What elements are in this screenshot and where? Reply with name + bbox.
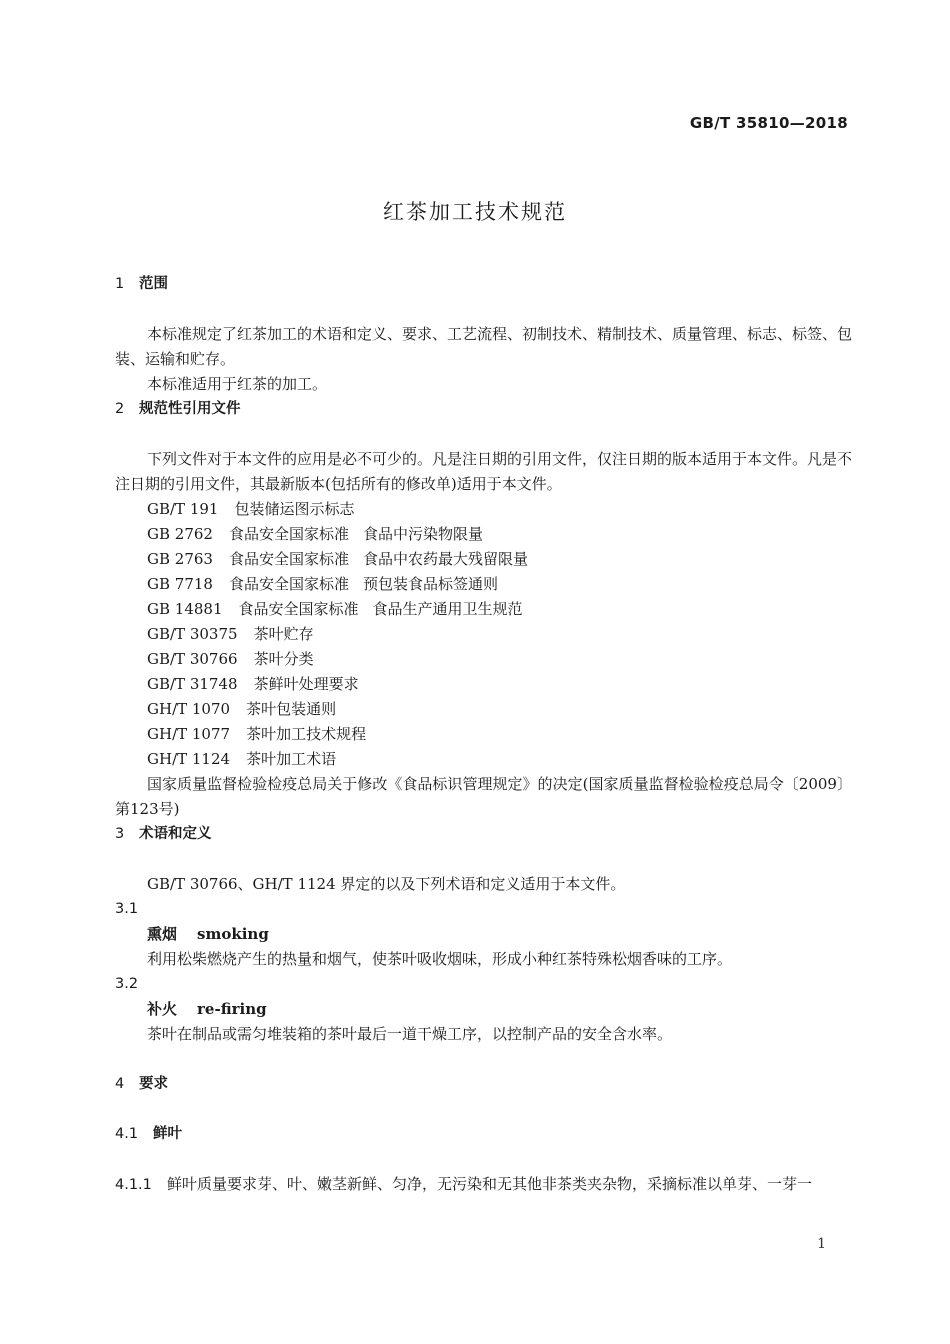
document-title: 红茶加工技术规范: [383, 200, 567, 224]
reference-subtitle: 食品中污染物限量: [362, 525, 483, 543]
reference-item: [115, 647, 852, 672]
reference-item: [115, 597, 852, 622]
clause-text: 鲜叶质量要求芽、叶、嫩茎新鲜、匀净，无污染和无其他非茶类夹杂物，采摘标准以单芽、一芽一: [167, 1175, 813, 1193]
reference-code: GB 14881: [147, 600, 223, 618]
reference-code: GB 7718: [147, 575, 213, 593]
reference-item: [115, 522, 852, 547]
reference-code: GB 2763: [147, 550, 213, 568]
terms-intro: GB/T 30766、GH/T 1124 界定的以及下列术语和定义适用于本文件。: [147, 875, 626, 893]
subsection-4-1-heading: [115, 1122, 852, 1147]
term-definition: 利用松柴燃烧产生的热量和烟气，使茶叶吸收烟味，形成小种红茶特殊松烟香味的工序。: [147, 950, 733, 968]
section-1-heading: [115, 272, 852, 297]
reference-subtitle: 食品生产通用卫生规范: [372, 600, 523, 618]
term-entry: [115, 922, 852, 947]
reference-item: [115, 747, 852, 772]
page-number: 1: [817, 1236, 826, 1252]
reference-item: [115, 722, 852, 747]
reference-title: 茶叶加工术语: [246, 750, 337, 768]
reference-title: 茶鲜叶处理要求: [253, 675, 359, 693]
reference-subtitle: 预包装食品标签通则: [362, 575, 498, 593]
reference-item: [115, 547, 852, 572]
section-number: 2: [115, 401, 125, 417]
reference-title: 食品安全国家标准: [228, 575, 349, 593]
reference-item: [115, 497, 852, 522]
decree-reference: 国家质量监督检验检疫总局关于修改《食品标识管理规定》的决定(国家质量监督检验检疫总局令〔2009〕第123号): [115, 775, 852, 818]
section-title: 范围: [139, 276, 168, 292]
scope-paragraph-2: 本标准适用于红茶的加工。: [147, 375, 328, 393]
reference-code: GB 2762: [147, 525, 213, 543]
reference-title: 食品安全国家标准: [228, 550, 349, 568]
reference-code: GH/T 1077: [147, 725, 231, 743]
term-en: re-firing: [197, 1000, 267, 1018]
term-zh: 补火: [147, 1000, 178, 1018]
term-number: 3.1: [115, 901, 139, 917]
term-definition: 茶叶在制品或需匀堆装箱的茶叶最后一道干燥工序，以控制产品的安全含水率。: [147, 1025, 673, 1043]
reference-subtitle: 食品中农药最大残留限量: [362, 550, 528, 568]
reference-code: GB/T 30375: [147, 625, 238, 643]
reference-title: 包装储运图示标志: [234, 500, 355, 518]
reference-title: 食品安全国家标准: [228, 525, 349, 543]
reference-code: GB/T 191: [147, 500, 219, 518]
term-entry: [115, 997, 852, 1022]
term-zh: 熏烟: [147, 925, 178, 943]
reference-code: GH/T 1070: [147, 700, 231, 718]
section-number: 3: [115, 826, 125, 842]
section-title: 要求: [139, 1076, 168, 1092]
reference-code: GH/T 1124: [147, 750, 231, 768]
section-number: 1: [115, 276, 125, 292]
term-en: smoking: [197, 925, 269, 943]
reference-title: 茶叶分类: [253, 650, 314, 668]
references-intro: 下列文件对于本文件的应用是必不可少的。凡是注日期的引用文件，仅注日期的版本适用于本文件。凡是不注日期的引用文件，其最新版本(包括所有的修改单)适用于本文件。: [115, 450, 853, 493]
subsection-title: 鲜叶: [153, 1126, 182, 1142]
section-4-heading: [115, 1072, 852, 1097]
reference-item: [115, 697, 852, 722]
section-2-heading: [115, 397, 852, 422]
section-title: 术语和定义: [139, 826, 212, 842]
section-title: 规范性引用文件: [139, 401, 241, 417]
document-body: [115, 272, 852, 1198]
reference-title: 茶叶加工技术规程: [246, 725, 367, 743]
reference-title: 茶叶贮存: [253, 625, 314, 643]
clause-4-1-1: [115, 1172, 852, 1198]
standard-code: GB/T 35810—2018: [689, 114, 848, 132]
term-number: 3.2: [115, 976, 139, 992]
reference-title: 食品安全国家标准: [238, 600, 359, 618]
reference-code: GB/T 30766: [147, 650, 238, 668]
reference-title: 茶叶包装通则: [246, 700, 337, 718]
section-number: 4: [115, 1076, 125, 1092]
reference-code: GB/T 31748: [147, 675, 238, 693]
reference-item: [115, 572, 852, 597]
section-3-heading: [115, 822, 852, 847]
clause-number: 4.1.1: [115, 1177, 152, 1193]
scope-paragraph-1: 本标准规定了红茶加工的术语和定义、要求、工艺流程、初制技术、精制技术、质量管理、标志、标签、包装、运输和贮存。: [115, 325, 853, 368]
reference-item: [115, 622, 852, 647]
subsection-number: 4.1: [115, 1126, 139, 1142]
reference-item: [115, 672, 852, 697]
